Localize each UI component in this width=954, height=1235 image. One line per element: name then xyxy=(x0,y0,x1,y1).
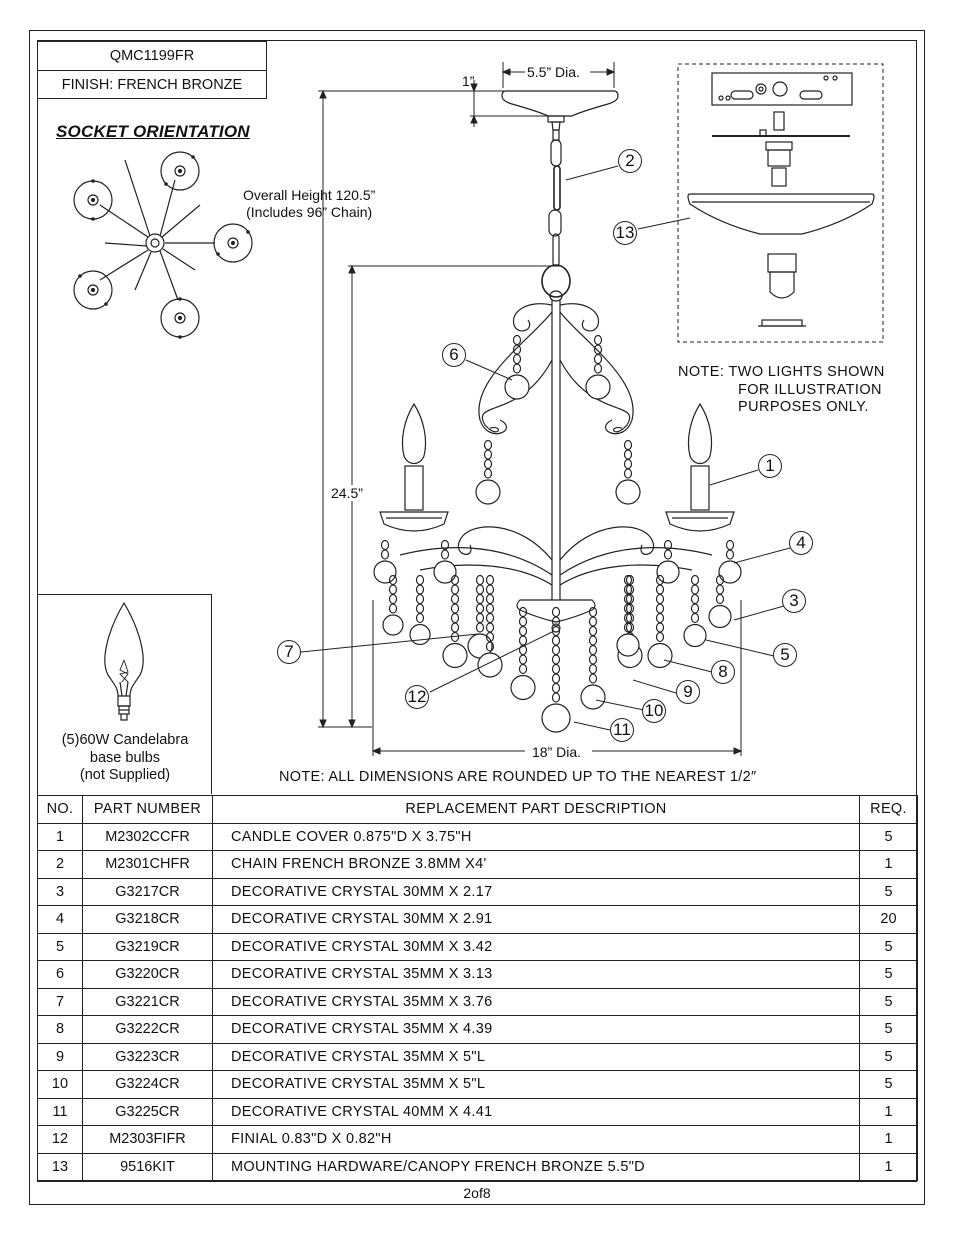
row-part-number: G3220CR xyxy=(83,961,213,989)
hardware-note xyxy=(678,364,885,417)
crystal-bead xyxy=(625,460,632,469)
crystal-bead xyxy=(595,364,602,373)
crystal-bead xyxy=(625,450,632,459)
row-description: DECORATIVE CRYSTAL 35MM X 5"L xyxy=(213,1071,860,1099)
row-req: 5 xyxy=(860,1016,918,1044)
callout-4: 4 xyxy=(789,531,813,555)
row-description: DECORATIVE CRYSTAL 30MM X 2.17 xyxy=(213,878,860,906)
socket-cup xyxy=(74,180,112,220)
crystal-bead xyxy=(452,614,459,623)
row-req: 1 xyxy=(860,1098,918,1126)
crystal-bead xyxy=(657,614,664,623)
crystal-bead xyxy=(595,336,602,345)
crystal-ball xyxy=(617,634,639,656)
crystal-bead xyxy=(553,608,560,617)
hardware-note-line3: PURPOSES ONLY. xyxy=(738,399,869,415)
row-no: 5 xyxy=(38,933,83,961)
row-no: 13 xyxy=(38,1153,83,1181)
crystal-bead xyxy=(485,441,492,450)
crystal-bead xyxy=(477,585,484,594)
callout-6: 6 xyxy=(442,343,466,367)
callout-3: 3 xyxy=(782,589,806,613)
crystal-bead xyxy=(452,604,459,613)
crystal-bead xyxy=(657,595,664,604)
crystal-ball xyxy=(581,685,605,709)
crystal-ball xyxy=(684,625,706,647)
crystal-bead xyxy=(514,336,521,345)
row-part-number: G3225CR xyxy=(83,1098,213,1126)
finish-label: FINISH: FRENCH BRONZE xyxy=(38,70,266,99)
table-row xyxy=(38,1071,918,1099)
crystal-bead xyxy=(520,655,527,664)
crystal-bead xyxy=(382,550,389,559)
crystal-bead xyxy=(590,665,597,674)
canopy-diameter-label: 5.5” Dia. xyxy=(527,64,580,80)
overall-height-line1: Overall Height 120.5” xyxy=(243,187,376,203)
row-part-number: G3222CR xyxy=(83,1016,213,1044)
socket-cup xyxy=(161,298,199,338)
callout-1: 1 xyxy=(758,454,782,478)
dimension-note: NOTE: ALL DIMENSIONS ARE ROUNDED UP TO THE NEAREST 1/2″ xyxy=(279,769,757,785)
crystal-bead xyxy=(452,595,459,604)
candle-left xyxy=(380,404,448,531)
crystal-bead xyxy=(665,550,672,559)
crystal-bead xyxy=(727,550,734,559)
crystal-bead xyxy=(553,646,560,655)
row-part-number: 9516KIT xyxy=(83,1153,213,1181)
row-part-number: G3221CR xyxy=(83,988,213,1016)
crystal-ball xyxy=(709,606,731,628)
crystal-ball xyxy=(616,480,640,504)
callout-13: 13 xyxy=(613,221,637,245)
crystal-bead xyxy=(657,604,664,613)
crystal-bead xyxy=(417,585,424,594)
crystal-bead xyxy=(553,665,560,674)
table-row xyxy=(38,823,918,851)
callout-5: 5 xyxy=(773,643,797,667)
row-req: 5 xyxy=(860,933,918,961)
crystal-bead xyxy=(553,655,560,664)
row-no: 2 xyxy=(38,851,83,879)
crystal-bead xyxy=(514,345,521,354)
crystal-bead xyxy=(487,623,494,632)
row-description: MOUNTING HARDWARE/CANOPY FRENCH BRONZE 5.5"D xyxy=(213,1153,860,1181)
crystal-bead xyxy=(417,604,424,613)
crystal-bead xyxy=(553,684,560,693)
socket-cup xyxy=(161,152,199,190)
row-no: 4 xyxy=(38,906,83,934)
crystal-ball xyxy=(719,561,741,583)
body-height-label: 24.5” xyxy=(331,485,363,501)
crystal-ball xyxy=(657,561,679,583)
callout-7: 7 xyxy=(277,640,301,664)
row-req: 5 xyxy=(860,961,918,989)
row-part-number: M2302CCFR xyxy=(83,823,213,851)
row-req: 1 xyxy=(860,1126,918,1154)
col-header-no: NO. xyxy=(38,796,83,824)
crystal-ball xyxy=(374,561,396,583)
overall-height-label xyxy=(243,187,375,221)
crystal-bead xyxy=(727,541,734,550)
row-no: 1 xyxy=(38,823,83,851)
row-part-number: G3218CR xyxy=(83,906,213,934)
row-description: DECORATIVE CRYSTAL 35MM X 3.76 xyxy=(213,988,860,1016)
socket-cup xyxy=(74,271,112,309)
crystal-bead xyxy=(477,614,484,623)
crystal-bead xyxy=(717,595,724,604)
crystal-bead xyxy=(590,636,597,645)
crystal-bead xyxy=(590,646,597,655)
table-row xyxy=(38,1153,918,1181)
row-req: 5 xyxy=(860,878,918,906)
crystal-bead xyxy=(390,585,397,594)
crystal-ball xyxy=(542,704,570,732)
row-part-number: G3217CR xyxy=(83,878,213,906)
table-row xyxy=(38,1098,918,1126)
crystal-ball xyxy=(648,644,672,668)
table-row xyxy=(38,933,918,961)
table-row xyxy=(38,988,918,1016)
crystal-bead xyxy=(485,469,492,478)
crystal-bead xyxy=(417,614,424,623)
crystal-bead xyxy=(487,595,494,604)
crystal-bead xyxy=(485,460,492,469)
callout-8: 8 xyxy=(711,660,735,684)
col-header-description: REPLACEMENT PART DESCRIPTION xyxy=(213,796,860,824)
crystal-bead xyxy=(553,693,560,702)
crystal-bead xyxy=(657,585,664,594)
crystal-bead xyxy=(625,469,632,478)
width-label: 18” Dia. xyxy=(532,744,582,760)
crystal-bead xyxy=(553,674,560,683)
hardware-note-line1: NOTE: TWO LIGHTS SHOWN xyxy=(678,364,885,380)
bulb-caption-line2: base bulbs xyxy=(89,749,161,766)
crystal-bead xyxy=(520,617,527,626)
crystal-bead xyxy=(520,627,527,636)
crystal-bead xyxy=(520,646,527,655)
model-number: QMC1199FR xyxy=(109,48,195,64)
crystal-bead xyxy=(692,595,699,604)
row-part-number: G3219CR xyxy=(83,933,213,961)
row-description: DECORATIVE CRYSTAL 35MM X 3.13 xyxy=(213,961,860,989)
crystal-bead xyxy=(452,623,459,632)
row-no: 8 xyxy=(38,1016,83,1044)
row-description: DECORATIVE CRYSTAL 35MM X 5"L xyxy=(213,1043,860,1071)
crystal-ball xyxy=(476,480,500,504)
callout-12: 12 xyxy=(405,685,429,709)
row-req: 5 xyxy=(860,988,918,1016)
crystal-bead xyxy=(477,623,484,632)
canopy-height-label: 1” xyxy=(462,73,475,89)
crystal-bead xyxy=(487,576,494,585)
row-no: 6 xyxy=(38,961,83,989)
crystal-bead xyxy=(590,627,597,636)
table-row xyxy=(38,851,918,879)
row-no: 7 xyxy=(38,988,83,1016)
crystal-bead xyxy=(595,355,602,364)
row-req: 1 xyxy=(860,1153,918,1181)
canopy xyxy=(502,91,618,130)
crystal-bead xyxy=(520,636,527,645)
table-row xyxy=(38,1126,918,1154)
candle-right xyxy=(666,404,734,531)
crystal-bead xyxy=(452,585,459,594)
row-part-number: G3224CR xyxy=(83,1071,213,1099)
row-no: 9 xyxy=(38,1043,83,1071)
callout-10: 10 xyxy=(642,699,666,723)
row-part-number: M2303FIFR xyxy=(83,1126,213,1154)
crystal-bead xyxy=(390,604,397,613)
socket-orientation-heading: SOCKET ORIENTATION xyxy=(56,122,250,141)
crystal-bead xyxy=(590,674,597,683)
crystal-bead xyxy=(477,604,484,613)
row-part-number: M2301CHFR xyxy=(83,851,213,879)
row-no: 11 xyxy=(38,1098,83,1126)
hardware-note-line2: FOR ILLUSTRATION xyxy=(738,381,882,398)
crystal-bead xyxy=(590,655,597,664)
page-number: 2of8 xyxy=(463,1185,491,1201)
bulb-caption-line1: (5)60W Candelabra xyxy=(61,732,189,748)
bulb-caption xyxy=(40,732,210,785)
row-description: CHAIN FRENCH BRONZE 3.8MM X4' xyxy=(213,851,860,879)
table-row xyxy=(38,1016,918,1044)
crystal-bead xyxy=(514,355,521,364)
row-req: 1 xyxy=(860,851,918,879)
crystal-bead xyxy=(382,541,389,550)
crystal-ball xyxy=(383,615,403,635)
crystal-bead xyxy=(717,585,724,594)
crystal-ball xyxy=(443,644,467,668)
row-no: 10 xyxy=(38,1071,83,1099)
row-req: 20 xyxy=(860,906,918,934)
bulb-caption-line3: (not Supplied) xyxy=(79,767,171,783)
crystal-bead xyxy=(487,614,494,623)
socket-orientation-diagram xyxy=(74,152,252,338)
crystal-bead xyxy=(657,623,664,632)
crystal-bead xyxy=(487,604,494,613)
row-no: 3 xyxy=(38,878,83,906)
crystal-bead xyxy=(590,617,597,626)
crystal-bead xyxy=(417,576,424,585)
crystal-bead xyxy=(477,595,484,604)
parts-table xyxy=(37,795,918,1181)
row-no: 12 xyxy=(38,1126,83,1154)
callout-11: 11 xyxy=(610,718,634,742)
crystal-ball xyxy=(410,625,430,645)
crystal-ball xyxy=(511,676,535,700)
crystal-ball xyxy=(478,653,502,677)
overall-height-line2: (Includes 96” Chain) xyxy=(246,204,373,220)
chain xyxy=(542,130,570,301)
table-row xyxy=(38,961,918,989)
table-row xyxy=(38,1043,918,1071)
col-header-req: REQ. xyxy=(860,796,918,824)
crystal-bead xyxy=(692,604,699,613)
callout-9: 9 xyxy=(676,680,700,704)
socket-cup xyxy=(214,224,252,262)
crystal-bead xyxy=(442,550,449,559)
crystal-bead xyxy=(514,364,521,373)
row-req: 5 xyxy=(860,1043,918,1071)
table-row xyxy=(38,906,918,934)
table-row xyxy=(38,878,918,906)
row-description: DECORATIVE CRYSTAL 40MM X 4.41 xyxy=(213,1098,860,1126)
crystal-bead xyxy=(692,576,699,585)
crystal-ball xyxy=(586,375,610,399)
crystal-bead xyxy=(625,441,632,450)
callout-2: 2 xyxy=(618,149,642,173)
crystal-ball xyxy=(434,561,456,583)
parts-table-header xyxy=(38,796,918,824)
crystal-bead xyxy=(520,665,527,674)
row-req: 5 xyxy=(860,1071,918,1099)
callout-leaders xyxy=(301,166,790,730)
crystal-bead xyxy=(390,595,397,604)
row-description: DECORATIVE CRYSTAL 30MM X 3.42 xyxy=(213,933,860,961)
crystal-bead xyxy=(487,585,494,594)
crystal-bead xyxy=(553,636,560,645)
crystal-bead xyxy=(417,595,424,604)
row-description: DECORATIVE CRYSTAL 35MM X 4.39 xyxy=(213,1016,860,1044)
crystal-bead xyxy=(657,633,664,642)
row-description: CANDLE COVER 0.875"D X 3.75"H xyxy=(213,823,860,851)
row-description: DECORATIVE CRYSTAL 30MM X 2.91 xyxy=(213,906,860,934)
crystal-bead xyxy=(595,345,602,354)
row-req: 5 xyxy=(860,823,918,851)
crystal-bead xyxy=(692,585,699,594)
crystal-bead xyxy=(692,614,699,623)
row-part-number: G3223CR xyxy=(83,1043,213,1071)
col-header-part-number: PART NUMBER xyxy=(83,796,213,824)
row-description: FINIAL 0.83"D X 0.82"H xyxy=(213,1126,860,1154)
hardware-inset xyxy=(678,64,883,342)
crystal-bead xyxy=(477,576,484,585)
crystal-bead xyxy=(485,450,492,459)
